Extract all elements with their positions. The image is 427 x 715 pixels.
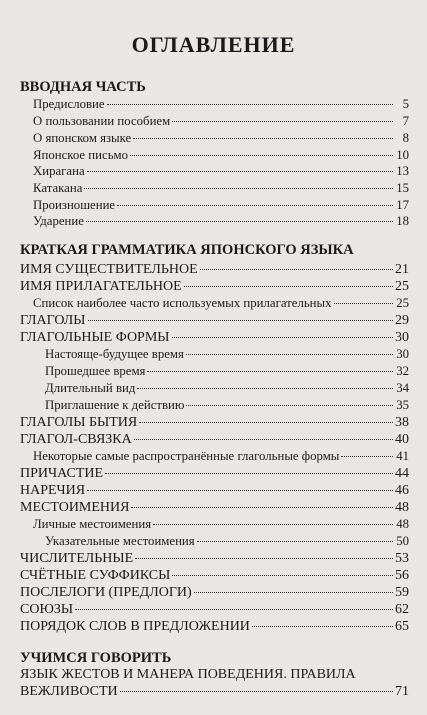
dot-leader xyxy=(117,204,393,206)
toc-entry-page: 71 xyxy=(395,684,409,699)
toc-entry-label: СОЮЗЫ xyxy=(20,602,74,617)
dot-leader xyxy=(147,370,393,372)
toc-entry xyxy=(20,684,409,700)
toc-entry-page: 59 xyxy=(395,585,409,600)
dot-leader xyxy=(194,591,393,593)
toc-entry-page: 56 xyxy=(395,568,409,583)
toc-entry-label: Прошедшее время xyxy=(45,364,146,378)
dot-leader xyxy=(334,302,393,304)
dot-leader xyxy=(186,404,393,406)
toc-entry-label: Хирагана xyxy=(33,164,85,178)
dot-leader xyxy=(88,319,393,321)
section-heading-intro: ВВОДНАЯ ЧАСТЬ xyxy=(20,79,146,95)
toc-entry xyxy=(45,534,409,549)
dot-leader xyxy=(130,154,393,156)
toc-entry xyxy=(33,181,409,196)
dot-leader xyxy=(186,353,393,355)
toc-entry-label: ПРИЧАСТИЕ xyxy=(20,466,104,481)
toc-entry-label: ПОРЯДОК СЛОВ В ПРЕДЛОЖЕНИИ xyxy=(20,619,250,634)
toc-entry xyxy=(20,279,409,295)
toc-entry-label: Личные местоимения xyxy=(33,517,152,531)
toc-entry xyxy=(45,347,409,362)
toc-entry-page: 35 xyxy=(396,398,409,412)
toc-entry xyxy=(20,466,409,482)
toc-entry-label: ГЛАГОЛЫ БЫТИЯ xyxy=(20,415,138,430)
dot-leader xyxy=(107,103,393,105)
dot-leader xyxy=(153,523,393,525)
section-heading-speaking: УЧИМСЯ ГОВОРИТЬ xyxy=(20,650,172,666)
dot-leader xyxy=(133,137,393,139)
dot-leader xyxy=(200,268,393,270)
toc-entry xyxy=(20,551,409,567)
toc-entry-label: Японское письмо xyxy=(33,148,129,162)
toc-entry-page: 29 xyxy=(395,313,409,328)
toc-entry-page: 15 xyxy=(396,181,409,195)
toc-entry-label: НАРЕЧИЯ xyxy=(20,483,86,498)
toc-entry-page: 40 xyxy=(395,432,409,447)
section-heading-grammar: КРАТКАЯ ГРАММАТИКА ЯПОНСКОГО ЯЗЫКА xyxy=(20,242,354,258)
toc-entry-page: 8 xyxy=(402,131,409,145)
toc-entry-label: О японском языке xyxy=(33,131,132,145)
dot-leader xyxy=(131,506,393,508)
toc-entry-page: 44 xyxy=(395,466,409,481)
toc-entry xyxy=(20,602,409,618)
dot-leader xyxy=(87,170,393,172)
toc-entry xyxy=(33,164,409,179)
toc-entry-page: 34 xyxy=(396,381,409,395)
toc-entry-label: ПОСЛЕЛОГИ (ПРЕДЛОГИ) xyxy=(20,585,192,600)
toc-entry-label: ЧИСЛИТЕЛЬНЫЕ xyxy=(20,551,134,566)
toc-entry xyxy=(33,198,409,213)
toc-entry-page: 48 xyxy=(395,500,409,515)
toc-entry-label: Предисловие xyxy=(33,97,105,111)
toc-entry xyxy=(20,500,409,516)
toc-entry-page: 30 xyxy=(395,330,409,345)
toc-entry xyxy=(20,313,409,329)
toc-entry-page: 21 xyxy=(395,262,409,277)
toc-entry-page: 62 xyxy=(395,602,409,617)
toc-entry xyxy=(33,296,409,311)
dot-leader xyxy=(252,625,393,627)
toc-entry-label: О пользовании пособием xyxy=(33,114,171,128)
toc-entry xyxy=(45,364,409,379)
toc-entry-page: 17 xyxy=(396,198,409,212)
toc-entry xyxy=(33,148,409,163)
toc-entry-page: 25 xyxy=(396,296,409,310)
toc-entry-page: 30 xyxy=(396,347,409,361)
toc-entry-label: Настояще-будущее время xyxy=(45,347,184,361)
toc-entry-label: ВЕЖЛИВОСТИ xyxy=(20,684,118,699)
toc-entry-page: 25 xyxy=(395,279,409,294)
toc-entry-label: Список наиболее часто используемых прилагательных xyxy=(33,296,332,310)
dot-leader xyxy=(197,540,393,542)
toc-entry xyxy=(20,483,409,499)
toc-entry xyxy=(33,517,409,532)
dot-leader xyxy=(84,187,393,189)
toc-entry xyxy=(20,330,409,346)
toc-entry-page: 46 xyxy=(395,483,409,498)
dot-leader xyxy=(75,608,393,610)
toc-entry-page: 38 xyxy=(395,415,409,430)
dot-leader xyxy=(135,557,393,559)
dot-leader xyxy=(86,220,393,222)
dot-leader xyxy=(172,574,393,576)
toc-entry xyxy=(33,131,409,146)
toc-entry-label: МЕСТОИМЕНИЯ xyxy=(20,500,130,515)
toc-entry-page: 53 xyxy=(395,551,409,566)
dot-leader xyxy=(184,285,393,287)
toc-entry-label: ГЛАГОЛЫ xyxy=(20,313,86,328)
toc-entry-page: 5 xyxy=(402,97,409,111)
toc-entry xyxy=(20,568,409,584)
toc-entry-label: ИМЯ СУЩЕСТВИТЕЛЬНОЕ xyxy=(20,262,198,277)
toc-entry xyxy=(45,381,409,396)
toc-entry-page: 10 xyxy=(396,148,409,162)
toc-entry-page: 13 xyxy=(396,164,409,178)
toc-entry xyxy=(33,214,409,229)
toc-entry-label: Катакана xyxy=(33,181,83,195)
toc-entry-label: ИМЯ ПРИЛАГАТЕЛЬНОЕ xyxy=(20,279,182,294)
page-title: ОГЛАВЛЕНИЕ xyxy=(131,32,296,57)
toc-entry-page: 65 xyxy=(395,619,409,634)
toc-entry-page: 41 xyxy=(396,449,409,463)
toc-entry-label: Приглашение к действию xyxy=(45,398,185,412)
toc-entry xyxy=(33,97,409,112)
dot-leader xyxy=(341,455,393,457)
toc-entry xyxy=(20,585,409,601)
toc-entry xyxy=(20,415,409,431)
toc-entry-label: ГЛАГОЛЬНЫЕ ФОРМЫ xyxy=(20,330,170,345)
dot-leader xyxy=(172,336,394,338)
toc-entry-label: Некоторые самые распространённые глагольные формы xyxy=(33,449,340,463)
toc-entry-label: Длительный вид xyxy=(45,381,136,395)
dot-leader xyxy=(87,489,393,491)
toc-entry xyxy=(45,398,409,413)
toc-entry xyxy=(33,114,409,129)
toc-entry xyxy=(20,619,409,635)
toc-entry-label: Ударение xyxy=(33,214,84,228)
dot-leader xyxy=(134,438,393,440)
toc-entry-page: 48 xyxy=(396,517,409,531)
toc-entry-label: СЧЁТНЫЕ СУФФИКСЫ xyxy=(20,568,171,583)
toc-entry-label: Указательные местоимения xyxy=(45,534,195,548)
toc-entry-label: ЯЗЫК ЖЕСТОВ И МАНЕРА ПОВЕДЕНИЯ. ПРАВИЛА xyxy=(20,667,356,682)
dot-leader xyxy=(172,120,393,122)
dot-leader xyxy=(120,690,393,692)
toc-entry-label: ГЛАГОЛ-СВЯЗКА xyxy=(20,432,132,447)
toc-entry xyxy=(20,432,409,448)
dot-leader xyxy=(137,387,393,389)
dot-leader xyxy=(139,421,393,423)
toc-entry xyxy=(20,262,409,278)
toc-entry xyxy=(33,449,409,464)
toc-entry-page: 32 xyxy=(396,364,409,378)
dot-leader xyxy=(105,472,393,474)
toc-entry-page: 50 xyxy=(396,534,409,548)
toc-entry-label: Произношение xyxy=(33,198,116,212)
toc-entry-page: 7 xyxy=(402,114,409,128)
toc-entry-page: 18 xyxy=(396,214,409,228)
